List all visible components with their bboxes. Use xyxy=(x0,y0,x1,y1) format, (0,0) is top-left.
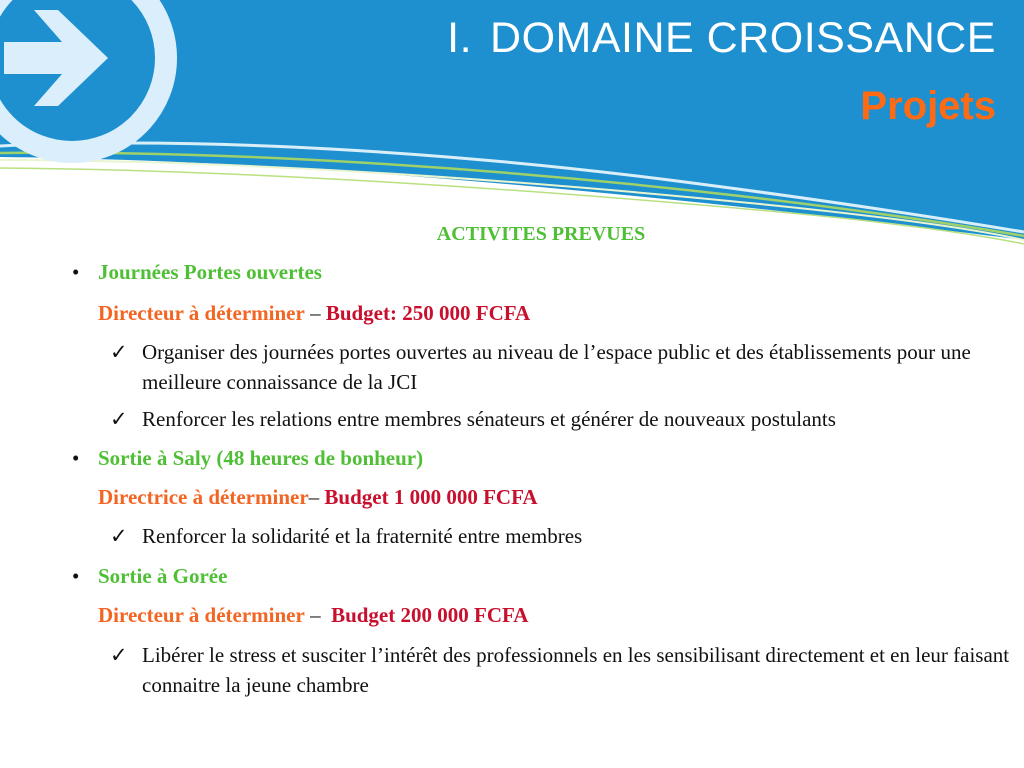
bullet-icon: • xyxy=(72,260,80,284)
activity-budget: Budget 200 000 FCFA xyxy=(331,603,529,627)
checkmark-icon: ✓ xyxy=(110,524,128,548)
objective-text: Organiser des journées portes ouvertes au niveau de l’espace public et des établissements pour une meilleure connaissance de la JCI xyxy=(142,340,971,394)
title-number: I. xyxy=(447,14,473,62)
activity-item xyxy=(72,443,423,473)
activity-responsible-line xyxy=(98,482,538,512)
title-text: DOMAINE CROISSANCE xyxy=(490,14,996,62)
objective-item xyxy=(110,640,1010,700)
objective-text: Renforcer les relations entre membres sénateurs et générer de nouveaux postulants xyxy=(142,407,836,431)
slide-title xyxy=(447,14,996,63)
separator: – xyxy=(304,301,326,325)
activity-responsible-line xyxy=(98,298,530,328)
separator: – xyxy=(304,603,332,627)
activity-name: Journées Portes ouvertes xyxy=(98,260,322,284)
objective-text: Renforcer la solidarité et la fraternité entre membres xyxy=(142,524,583,548)
activity-responsible: Directeur à déterminer xyxy=(98,603,305,627)
activity-name: Sortie à Gorée xyxy=(98,564,228,588)
activity-responsible: Directeur à déterminer xyxy=(98,301,305,325)
activity-responsible: Directrice à déterminer xyxy=(98,485,309,509)
objective-item xyxy=(110,337,1010,397)
checkmark-icon: ✓ xyxy=(110,340,128,364)
separator: – xyxy=(308,485,325,509)
bullet-icon: • xyxy=(72,446,80,470)
activity-budget: Budget: 250 000 FCFA xyxy=(325,301,531,325)
activity-responsible-line xyxy=(98,600,528,630)
activity-item xyxy=(72,561,227,591)
objective-text: Libérer le stress et susciter l’intérêt des professionnels en les sensibilisant directement et en leur faisant connaitre la jeune chambre xyxy=(142,643,1010,697)
bullet-icon: • xyxy=(72,564,80,588)
objective-item xyxy=(110,521,1010,551)
section-heading: ACTIVITES PREVUES xyxy=(436,223,646,245)
activity-budget: Budget 1 000 000 FCFA xyxy=(324,485,538,509)
checkmark-icon: ✓ xyxy=(110,407,128,431)
slide-subtitle: Projets xyxy=(860,84,996,128)
objective-item xyxy=(110,404,1010,434)
checkmark-icon: ✓ xyxy=(110,643,128,667)
activity-item xyxy=(72,257,322,287)
activity-name: Sortie à Saly (48 heures de bonheur) xyxy=(98,446,424,470)
